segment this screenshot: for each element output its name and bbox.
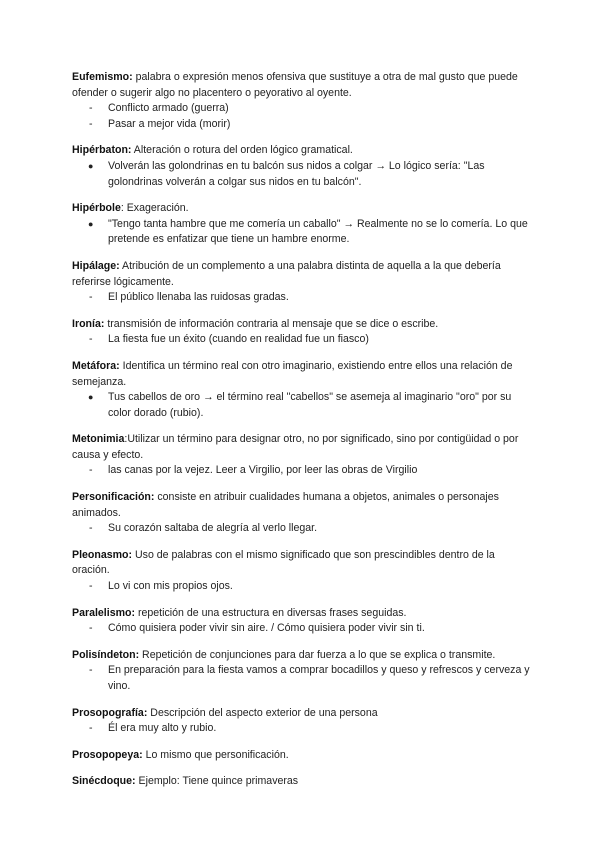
- term-label: Metáfora:: [72, 359, 120, 372]
- dash-marker: -: [89, 117, 93, 130]
- example-item: [72, 217, 532, 248]
- example-text: Tus cabellos de oro → el término real "cabellos" se asemeja al imaginario "oro" por su color dorado (rubio).: [108, 391, 512, 419]
- example-item: [72, 621, 532, 637]
- definition-paragraph: [72, 606, 532, 622]
- example-item: [72, 159, 532, 190]
- example-list: [72, 390, 532, 421]
- definition-text: : Exageración.: [120, 202, 189, 215]
- bullet-marker: ●: [88, 160, 94, 171]
- entry-prosopopeya: [72, 748, 532, 764]
- entry-ironia: [72, 317, 532, 348]
- dash-marker: -: [89, 580, 93, 593]
- example-text: Su corazón saltaba de alegría al verlo llegar.: [108, 522, 318, 535]
- definition-paragraph: [72, 432, 532, 463]
- example-text: Conflicto armado (guerra): [108, 102, 229, 115]
- definition-text: repetición de una estructura en diversas frases seguidas.: [135, 606, 407, 619]
- term-label: Personificación:: [72, 491, 155, 504]
- example-list: [72, 290, 532, 306]
- example-text: El público llenaba las ruidosas gradas.: [108, 291, 289, 304]
- example-list: [72, 621, 532, 637]
- term-label: Metonimia: [72, 433, 125, 446]
- definition-text: consiste en atribuir cualidades humana a objetos, animales o personajes animados.: [72, 491, 499, 519]
- entry-eufemismo: [72, 70, 532, 132]
- definition-paragraph: [72, 359, 532, 390]
- definition-paragraph: [72, 317, 532, 333]
- example-text: La fiesta fue un éxito (cuando en realidad fue un fiasco): [108, 333, 369, 346]
- dash-marker: -: [89, 333, 93, 346]
- example-item: [72, 721, 532, 737]
- definition-paragraph: [72, 70, 532, 101]
- definition-text: Lo mismo que personificación.: [142, 748, 289, 761]
- example-item: [72, 463, 532, 479]
- definition-paragraph: [72, 201, 532, 217]
- dash-marker: -: [89, 664, 93, 677]
- term-label: Prosopopeya:: [72, 748, 143, 761]
- definition-paragraph: [72, 259, 532, 290]
- example-list: [72, 463, 532, 479]
- term-label: Pleonasmo:: [72, 548, 133, 561]
- entry-paralelismo: [72, 606, 532, 637]
- bullet-marker: ●: [88, 218, 94, 229]
- entry-metafora: [72, 359, 532, 421]
- entry-metonimia: [72, 432, 532, 479]
- term-label: Eufemismo:: [72, 71, 133, 83]
- definition-text: :Utilizar un término para designar otro, no por significado, sino por contigüidad o por causa y efecto.: [72, 433, 519, 461]
- definition-paragraph: [72, 548, 532, 579]
- example-item: [72, 390, 532, 421]
- entry-hipalage: [72, 259, 532, 306]
- term-label: Ironía:: [72, 317, 105, 330]
- example-item: [72, 290, 532, 306]
- example-text: las canas por la vejez. Leer a Virgilio, por leer las obras de Virgilio: [108, 464, 418, 477]
- term-label: Paralelismo:: [72, 606, 136, 619]
- example-text: Volverán las golondrinas en tu balcón sus nidos a colgar → Lo lógico sería: "Las golondrinas volverán a colgar sus nidos en tu balcón".: [108, 159, 485, 188]
- term-label: Hipálage:: [72, 259, 120, 272]
- example-text: Lo vi con mis propios ojos.: [108, 580, 233, 593]
- example-text: "Tengo tanta hambre que me comería un caballo" → Realmente no se lo comería. Lo que pretende es enfatizar que tiene un hambre enorme.: [108, 217, 528, 246]
- dash-marker: -: [89, 291, 93, 304]
- bullet-marker: ●: [88, 392, 94, 403]
- example-list: [72, 217, 532, 248]
- example-item: [72, 101, 532, 117]
- definition-paragraph: [72, 648, 532, 664]
- definition-text: Uso de palabras con el mismo significado que son prescindibles dentro de la oración.: [72, 548, 495, 577]
- example-list: [72, 159, 532, 190]
- dash-marker: -: [89, 522, 93, 535]
- definition-text: Alteración o rotura del orden lógico gramatical.: [131, 144, 353, 157]
- entry-hiperbole: [72, 201, 532, 248]
- example-text: Pasar a mejor vida (morir): [108, 117, 231, 130]
- definition-text: palabra o expresión menos ofensiva que sustituye a otra de mal gusto que puede ofender o sugerir algo no placentero o peyorativo al oyente.: [72, 71, 518, 99]
- example-item: [72, 117, 532, 133]
- example-item: [72, 663, 532, 694]
- entry-polisindeton: [72, 648, 532, 695]
- dash-marker: -: [89, 102, 93, 115]
- example-text: En preparación para la fiesta vamos a comprar bocadillos y queso y refrescos y cerveza y vino.: [108, 664, 530, 692]
- dash-marker: -: [89, 464, 93, 477]
- term-label: Hipérbaton:: [72, 144, 132, 157]
- entry-personificacion: [72, 490, 532, 537]
- example-item: [72, 579, 532, 595]
- definition-text: transmisión de información contraria al mensaje que se dice o escribe.: [104, 317, 439, 330]
- term-label: Prosopografía:: [72, 706, 148, 719]
- example-list: [72, 721, 532, 737]
- example-list: [72, 332, 532, 348]
- definition-paragraph: [72, 143, 532, 159]
- definition-text: Ejemplo: Tiene quince primaveras: [135, 775, 299, 788]
- example-item: [72, 332, 532, 348]
- document-page: [72, 70, 532, 801]
- entry-hiperbaton: [72, 143, 532, 190]
- example-item: [72, 521, 532, 537]
- example-list: [72, 521, 532, 537]
- dash-marker: -: [89, 722, 93, 735]
- definition-text: Repetición de conjunciones para dar fuerza a lo que se explica o transmite.: [139, 648, 496, 661]
- term-label: Sinécdoque:: [72, 775, 136, 788]
- definition-paragraph: [72, 490, 532, 521]
- definition-paragraph: [72, 706, 532, 722]
- definition-paragraph: [72, 774, 532, 790]
- definition-text: Descripción del aspecto exterior de una persona: [147, 706, 378, 719]
- definition-text: Atribución de un complemento a una palabra distinta de aquella a la que debería referirse lógicamente.: [72, 259, 501, 288]
- definition-paragraph: [72, 748, 532, 764]
- example-text: Él era muy alto y rubio.: [108, 722, 217, 735]
- entry-sinecdoque: [72, 774, 532, 790]
- entry-prosopografia: [72, 706, 532, 737]
- example-list: [72, 663, 532, 694]
- entry-pleonasmo: [72, 548, 532, 595]
- example-text: Cómo quisiera poder vivir sin aire. / Cómo quisiera poder vivir sin ti.: [108, 622, 425, 635]
- definition-text: Identifica un término real con otro imaginario, existiendo entre ellos una relación de semejanza.: [72, 359, 513, 388]
- term-label: Polisíndeton:: [72, 648, 140, 661]
- example-list: [72, 101, 532, 132]
- dash-marker: -: [89, 622, 93, 635]
- term-label: Hipérbole: [72, 202, 121, 215]
- example-list: [72, 579, 532, 595]
